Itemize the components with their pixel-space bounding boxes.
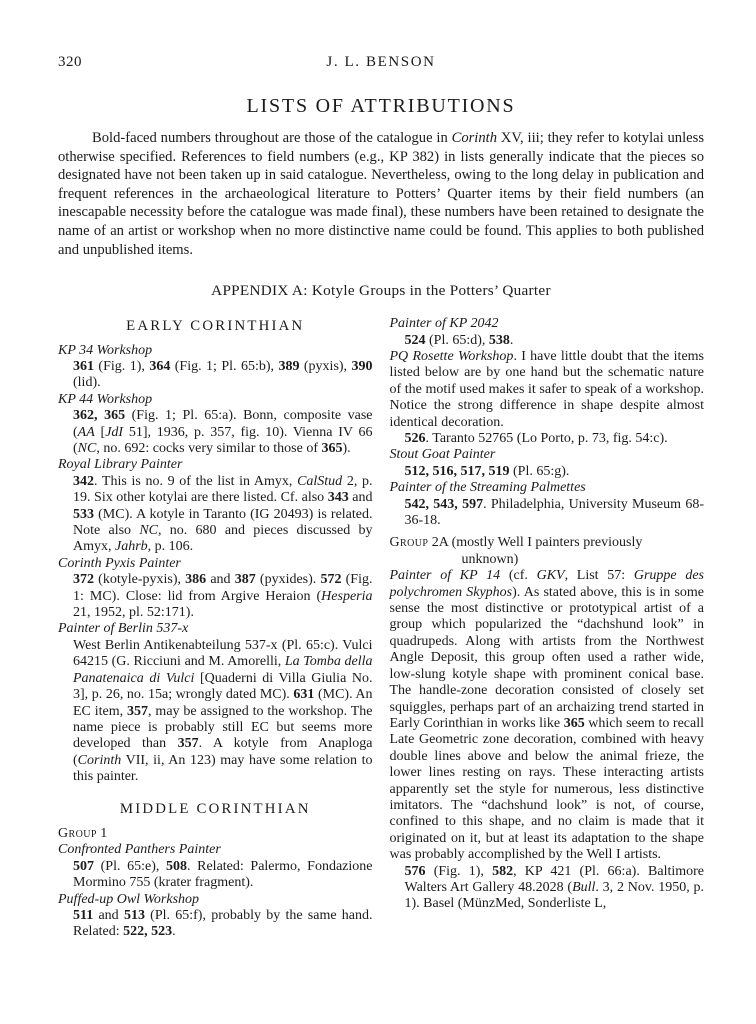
page-header xyxy=(58,54,704,74)
entry-text: West Berlin Antikenabteilung 537-x (Pl. 65:c). Vulci 64215 (G. Ricciuni and M. Amorelli, La Tomba della Panatenaica di Vulci [Quaderni di Villa Giulia No. 3], p. 26, no. 15a; wrongly dated MC). 631 (MC). An EC item, 357, may be assigned to the workshop. The name piece is probably still EC but seems more developed than 357. A kotyle from Anaploga (Corinth VII, ii, An 123) may have some relation to this painter. xyxy=(73,637,373,785)
artist-name: Painter of Berlin 537-x xyxy=(58,621,189,637)
artist-name: Royal Library Painter xyxy=(58,457,183,473)
two-column-body xyxy=(58,316,704,941)
intro-paragraph: Bold-faced numbers throughout are those of the catalogue in Corinth XV, iii; they refer to kotylai unless otherwise specified. References to field numbers (e.g., KP 382) in lists generally indicate that the pieces so designated have not been taken up in said catalogue. Nevertheless, owing to the long delay in publication and frequent references in the archaeological literature to Potters’ Quarter items by their field numbers (an inescapable necessity before the catalogue was made final), these numbers have been retained to designate the name of an artist or workshop when no more distinctive name could be found. This applies to both published and unpublished items. xyxy=(58,130,704,258)
entry-text: 361 (Fig. 1), 364 (Fig. 1; Pl. 65:b), 389 (pyxis), 390 (lid). xyxy=(73,358,373,391)
article-title: LISTS OF ATTRIBUTIONS xyxy=(246,95,516,117)
artist-name: KP 44 Workshop xyxy=(58,391,153,407)
entry-text: 507 (Pl. 65:e), 508. Related: Palermo, Fondazione Mormino 755 (krater fragment). xyxy=(73,858,373,891)
artist-name: KP 34 Workshop xyxy=(58,342,153,358)
artist-name: Confronted Panthers Painter xyxy=(58,842,221,858)
group-heading: Group 2A (mostly Well I painters previously unknown) xyxy=(389,535,643,567)
entry-text: 576 (Fig. 1), 582, KP 421 (Pl. 66:a). Baltimore Walters Art Gallery 48.2028 (Bull. 3, 2 Nov. 1950, p. 1). Basel (MünzMed, Sonderliste L, xyxy=(404,863,705,912)
artist-name: Stout Goat Painter xyxy=(389,447,496,463)
left-column xyxy=(58,316,373,941)
page-number: 320 xyxy=(58,54,82,70)
section-heading: EARLY CORINTHIAN xyxy=(126,318,305,335)
running-head: J. L. BENSON xyxy=(326,54,436,70)
group-heading: Group 1 xyxy=(58,825,108,841)
artist-name: Puffed-up Owl Workshop xyxy=(58,891,200,907)
entry-text: 512, 516, 517, 519 (Pl. 65:g). xyxy=(404,463,570,479)
section-heading: MIDDLE CORINTHIAN xyxy=(119,800,311,817)
artist-name: Painter of the Streaming Palmettes xyxy=(389,480,586,496)
entry-text: 511 and 513 (Pl. 65:f), probably by the same hand. Related: 522, 523. xyxy=(73,907,373,940)
entry-text: 372 (kotyle-pyxis), 386 and 387 (pyxides). 572 (Fig. 1: MC). Close: lid from Argive Heraion (Hesperia 21, 1952, pl. 52:171). xyxy=(73,572,373,621)
entry-text: 542, 543, 597. Philadelphia, University Museum 68-36-18. xyxy=(404,496,704,529)
entry-text: 526. Taranto 52765 (Lo Porto, p. 73, fig. 54:c). xyxy=(404,431,668,446)
right-column xyxy=(390,316,705,941)
entry-text: 342. This is no. 9 of the list in Amyx, CalStud 2, p. 19. Six other kotylai are there listed. Cf. also 343 and 533 (MC). A kotyle in Taranto (IG 20493) is related. Note also NC, no. 680 and pieces discussed by Amyx, Jahrb, p. 106. xyxy=(73,473,373,555)
entry-text: 362, 365 (Fig. 1; Pl. 65:a). Bonn, composite vase (AA [JdI 51], 1936, p. 357, fig. 10). Vienna IV 66 (NC, no. 692: cocks very similar to those of 365). xyxy=(73,408,373,456)
discussion-paragraph: PQ Rosette Workshop. I have little doubt that the items listed below are by one hand but the schematic nature of the motif used makes it safer to speak of a workshop. Notice the strong difference in shape despite almost identical decoration. xyxy=(389,348,704,430)
appendix-title: APPENDIX A: Kotyle Groups in the Potters’ Quarter xyxy=(211,282,551,300)
entry-text: 524 (Pl. 65:d), 538. xyxy=(404,332,514,348)
artist-name: Corinth Pyxis Painter xyxy=(58,555,181,571)
artist-name: Painter of KP 2042 xyxy=(389,316,499,332)
discussion-paragraph: Painter of KP 14 (cf. GKV, List 57: Gruppe des polychromen Skyphos). As stated above, this is in some sense the most distinctive or prototypical artist of a group which popularized the “dachshund look” in quadrupeds. Along with artists from the Northwest Angle Deposit, this group often used a rather wide, low-slung kotyle shape with prominent conical base. The handle-zone decoration consisted of closely set squiggles, perhaps part of an archaizing trend started in Early Corinthian in works like 365 which seem to recall Late Geometric zone decoration, combined with heavy double lines above and below the animal frieze, the lower lines resting on rays. These interacting artists apparently set the style for numerous, less distinctive imitators. The “dachshund look” is not, of course, confined to this shape, and no claim is made that it originated on it, but at least its adaptation to the shape was probably accomplished by the Well I artists. xyxy=(389,568,704,863)
